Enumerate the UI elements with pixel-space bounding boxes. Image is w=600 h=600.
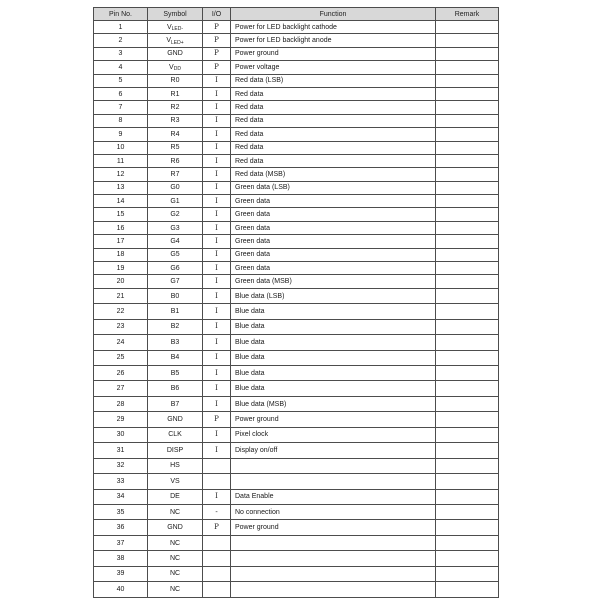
function-cell: Red data — [231, 128, 436, 141]
symbol-base: NC — [169, 585, 181, 593]
table-row — [94, 128, 499, 141]
remark-cell — [436, 458, 499, 473]
table-row — [94, 427, 499, 442]
function-cell — [231, 566, 436, 581]
table-row — [94, 154, 499, 167]
symbol-base: B3 — [170, 338, 180, 346]
pin-cell: 10 — [94, 141, 148, 154]
pin-cell: 23 — [94, 319, 148, 334]
remark-cell — [436, 262, 499, 275]
remark-cell — [436, 427, 499, 442]
function-cell: Blue data — [231, 335, 436, 350]
symbol-cell — [148, 74, 203, 87]
io-cell: I — [203, 74, 231, 87]
remark-cell — [436, 396, 499, 411]
table-header-row — [94, 8, 499, 21]
symbol-cell — [148, 396, 203, 411]
pin-cell: 33 — [94, 474, 148, 489]
io-cell: I — [203, 489, 231, 504]
io-cell — [203, 551, 231, 566]
remark-cell — [436, 21, 499, 34]
remark-cell — [436, 248, 499, 261]
table-row — [94, 114, 499, 127]
remark-cell — [436, 366, 499, 381]
symbol-cell — [148, 535, 203, 550]
symbol-cell — [148, 87, 203, 100]
symbol-base: DISP — [166, 446, 184, 454]
io-cell: I — [203, 427, 231, 442]
pin-cell: 20 — [94, 275, 148, 288]
pin-cell: 15 — [94, 208, 148, 221]
pin-cell: 5 — [94, 74, 148, 87]
remark-cell — [436, 443, 499, 458]
remark-cell — [436, 275, 499, 288]
remark-cell — [436, 520, 499, 535]
function-cell: Power ground — [231, 47, 436, 60]
pin-cell: 4 — [94, 61, 148, 74]
function-cell: Display on/off — [231, 443, 436, 458]
symbol-base: G7 — [170, 278, 180, 286]
table-row — [94, 262, 499, 275]
symbol-cell — [148, 114, 203, 127]
table-row — [94, 47, 499, 60]
function-cell: Green data — [231, 262, 436, 275]
io-cell: I — [203, 235, 231, 248]
symbol-base: B4 — [170, 354, 180, 362]
table-row — [94, 195, 499, 208]
symbol-cell — [148, 381, 203, 396]
table-row — [94, 248, 499, 261]
function-cell: Red data — [231, 141, 436, 154]
function-cell: Power ground — [231, 412, 436, 427]
symbol-base: G4 — [170, 237, 180, 245]
symbol-base: V — [169, 63, 174, 71]
table-row — [94, 235, 499, 248]
io-cell: I — [203, 168, 231, 181]
symbol-cell — [148, 208, 203, 221]
symbol-base: B6 — [170, 385, 180, 393]
symbol-base: R3 — [170, 117, 180, 125]
pin-cell: 1 — [94, 21, 148, 34]
io-cell — [203, 458, 231, 473]
function-cell: Red data (LSB) — [231, 74, 436, 87]
symbol-base: R7 — [170, 170, 180, 178]
remark-cell — [436, 335, 499, 350]
remark-cell — [436, 566, 499, 581]
table-row — [94, 101, 499, 114]
function-cell: Blue data — [231, 304, 436, 319]
io-cell: I — [203, 154, 231, 167]
table-row — [94, 381, 499, 396]
symbol-base: G1 — [170, 197, 180, 205]
symbol-cell — [148, 47, 203, 60]
pin-cell: 27 — [94, 381, 148, 396]
symbol-cell — [148, 275, 203, 288]
io-cell: I — [203, 141, 231, 154]
symbol-base: R6 — [170, 157, 180, 165]
table-row — [94, 474, 499, 489]
symbol-cell — [148, 335, 203, 350]
symbol-base: DE — [170, 493, 180, 501]
io-cell: I — [203, 288, 231, 303]
remark-cell — [436, 235, 499, 248]
symbol-cell — [148, 101, 203, 114]
function-cell: Red data — [231, 114, 436, 127]
pin-cell: 22 — [94, 304, 148, 319]
table-row — [94, 458, 499, 473]
io-cell: I — [203, 87, 231, 100]
remark-cell — [436, 168, 499, 181]
symbol-cell — [148, 520, 203, 535]
pin-cell: 29 — [94, 412, 148, 427]
function-cell: Blue data (MSB) — [231, 396, 436, 411]
pin-cell: 34 — [94, 489, 148, 504]
io-cell: - — [203, 504, 231, 519]
table-row — [94, 208, 499, 221]
symbol-cell — [148, 566, 203, 581]
symbol-cell — [148, 235, 203, 248]
symbol-base: NC — [169, 539, 181, 547]
function-cell: Green data — [231, 208, 436, 221]
table-row — [94, 61, 499, 74]
remark-cell — [436, 34, 499, 47]
io-cell: I — [203, 304, 231, 319]
io-cell: I — [203, 181, 231, 194]
symbol-cell — [148, 248, 203, 261]
remark-cell — [436, 304, 499, 319]
table-row — [94, 335, 499, 350]
remark-cell — [436, 474, 499, 489]
remark-cell — [436, 582, 499, 597]
table-row — [94, 74, 499, 87]
io-cell: I — [203, 114, 231, 127]
function-cell: Green data — [231, 248, 436, 261]
remark-cell — [436, 412, 499, 427]
function-cell — [231, 582, 436, 597]
symbol-cell — [148, 21, 203, 34]
function-cell — [231, 474, 436, 489]
table-row — [94, 412, 499, 427]
remark-cell — [436, 128, 499, 141]
table-row — [94, 396, 499, 411]
function-cell: Green data — [231, 221, 436, 234]
function-cell: Blue data — [231, 350, 436, 365]
remark-cell — [436, 181, 499, 194]
table-row — [94, 21, 499, 34]
pin-cell: 28 — [94, 396, 148, 411]
pin-cell: 24 — [94, 335, 148, 350]
function-cell: Red data — [231, 101, 436, 114]
symbol-cell — [148, 551, 203, 566]
table-row — [94, 489, 499, 504]
io-cell: P — [203, 61, 231, 74]
column-header-remark: Remark — [436, 8, 499, 21]
remark-cell — [436, 154, 499, 167]
function-cell: Red data — [231, 154, 436, 167]
table-row — [94, 551, 499, 566]
pin-cell: 3 — [94, 47, 148, 60]
table-row — [94, 288, 499, 303]
remark-cell — [436, 551, 499, 566]
pin-cell: 30 — [94, 427, 148, 442]
pin-cell: 2 — [94, 34, 148, 47]
io-cell: P — [203, 520, 231, 535]
symbol-base: G3 — [170, 224, 180, 232]
io-cell: I — [203, 396, 231, 411]
table-row — [94, 168, 499, 181]
symbol-subscript: DD — [173, 66, 181, 73]
table-row — [94, 535, 499, 550]
io-cell: I — [203, 350, 231, 365]
io-cell: I — [203, 262, 231, 275]
remark-cell — [436, 101, 499, 114]
symbol-cell — [148, 181, 203, 194]
symbol-cell — [148, 128, 203, 141]
table-row — [94, 275, 499, 288]
io-cell: P — [203, 21, 231, 34]
function-cell: Green data — [231, 195, 436, 208]
symbol-cell — [148, 443, 203, 458]
symbol-cell — [148, 474, 203, 489]
table-row — [94, 504, 499, 519]
symbol-base: GND — [167, 524, 183, 532]
symbol-cell — [148, 458, 203, 473]
table-row — [94, 520, 499, 535]
symbol-cell — [148, 427, 203, 442]
io-cell: P — [203, 47, 231, 60]
function-cell: Power for LED backlight anode — [231, 34, 436, 47]
pin-cell: 38 — [94, 551, 148, 566]
table-row — [94, 566, 499, 581]
symbol-cell — [148, 34, 203, 47]
pin-cell: 39 — [94, 566, 148, 581]
pin-cell: 7 — [94, 101, 148, 114]
function-cell — [231, 551, 436, 566]
pin-cell: 17 — [94, 235, 148, 248]
io-cell: P — [203, 34, 231, 47]
function-cell: Power for LED backlight cathode — [231, 21, 436, 34]
table-row — [94, 350, 499, 365]
function-cell: Green data (MSB) — [231, 275, 436, 288]
table-row — [94, 443, 499, 458]
io-cell: I — [203, 101, 231, 114]
pin-cell: 32 — [94, 458, 148, 473]
table-row — [94, 304, 499, 319]
symbol-base: G0 — [170, 184, 180, 192]
remark-cell — [436, 288, 499, 303]
symbol-base: NC — [169, 570, 181, 578]
symbol-base: B0 — [170, 292, 180, 300]
remark-cell — [436, 208, 499, 221]
symbol-cell — [148, 350, 203, 365]
remark-cell — [436, 47, 499, 60]
pin-cell: 25 — [94, 350, 148, 365]
symbol-cell — [148, 154, 203, 167]
symbol-base: VS — [170, 477, 180, 485]
function-cell: Pixel clock — [231, 427, 436, 442]
function-cell: No connection — [231, 504, 436, 519]
symbol-base: R4 — [170, 130, 180, 138]
symbol-cell — [148, 61, 203, 74]
column-header-function: Function — [231, 8, 436, 21]
symbol-base: R0 — [170, 77, 180, 85]
symbol-base: G2 — [170, 211, 180, 219]
pin-cell: 16 — [94, 221, 148, 234]
pin-cell: 36 — [94, 520, 148, 535]
table-row — [94, 181, 499, 194]
io-cell — [203, 582, 231, 597]
pin-cell: 18 — [94, 248, 148, 261]
symbol-base: B2 — [170, 323, 180, 331]
pin-cell: 37 — [94, 535, 148, 550]
symbol-base: V — [166, 37, 171, 45]
pin-assignment-table — [93, 7, 499, 598]
remark-cell — [436, 319, 499, 334]
remark-cell — [436, 141, 499, 154]
function-cell: Green data — [231, 235, 436, 248]
pin-cell: 19 — [94, 262, 148, 275]
pin-cell: 13 — [94, 181, 148, 194]
remark-cell — [436, 61, 499, 74]
column-header-io: I/O — [203, 8, 231, 21]
function-cell: Green data (LSB) — [231, 181, 436, 194]
symbol-base: R2 — [170, 104, 180, 112]
symbol-subscript: LED+ — [171, 39, 184, 46]
io-cell: I — [203, 275, 231, 288]
symbol-cell — [148, 141, 203, 154]
function-cell: Power voltage — [231, 61, 436, 74]
symbol-cell — [148, 582, 203, 597]
io-cell: I — [203, 195, 231, 208]
function-cell: Power ground — [231, 520, 436, 535]
remark-cell — [436, 381, 499, 396]
remark-cell — [436, 221, 499, 234]
symbol-base: HS — [170, 462, 180, 470]
pin-cell: 21 — [94, 288, 148, 303]
io-cell: I — [203, 366, 231, 381]
io-cell: I — [203, 248, 231, 261]
io-cell: P — [203, 412, 231, 427]
io-cell: I — [203, 381, 231, 396]
remark-cell — [436, 489, 499, 504]
symbol-base: G5 — [170, 251, 180, 259]
symbol-base: CLK — [168, 431, 182, 439]
pin-cell: 31 — [94, 443, 148, 458]
function-cell: Red data — [231, 87, 436, 100]
column-header-pin-no: Pin No. — [94, 8, 148, 21]
function-cell: Blue data (LSB) — [231, 288, 436, 303]
remark-cell — [436, 114, 499, 127]
symbol-base: NC — [169, 508, 181, 516]
pin-cell: 6 — [94, 87, 148, 100]
symbol-base: GND — [167, 416, 183, 424]
symbol-cell — [148, 319, 203, 334]
symbol-cell — [148, 366, 203, 381]
io-cell: I — [203, 443, 231, 458]
pin-cell: 8 — [94, 114, 148, 127]
pin-cell: 9 — [94, 128, 148, 141]
symbol-base: GND — [167, 50, 183, 58]
pin-cell: 14 — [94, 195, 148, 208]
table-body — [94, 21, 499, 598]
table-row — [94, 221, 499, 234]
symbol-base: R1 — [170, 90, 180, 98]
symbol-cell — [148, 504, 203, 519]
io-cell: I — [203, 128, 231, 141]
symbol-base: B1 — [170, 307, 180, 315]
remark-cell — [436, 350, 499, 365]
function-cell: Blue data — [231, 366, 436, 381]
function-cell: Blue data — [231, 319, 436, 334]
symbol-base: B7 — [170, 400, 180, 408]
symbol-base: B5 — [170, 369, 180, 377]
table-row — [94, 141, 499, 154]
function-cell: Blue data — [231, 381, 436, 396]
pin-cell: 12 — [94, 168, 148, 181]
symbol-cell — [148, 489, 203, 504]
pin-cell: 11 — [94, 154, 148, 167]
io-cell: I — [203, 335, 231, 350]
table-row — [94, 319, 499, 334]
function-cell: Red data (MSB) — [231, 168, 436, 181]
symbol-cell — [148, 221, 203, 234]
symbol-cell — [148, 195, 203, 208]
table-row — [94, 34, 499, 47]
symbol-base: V — [166, 23, 172, 31]
symbol-cell — [148, 262, 203, 275]
remark-cell — [436, 87, 499, 100]
io-cell — [203, 566, 231, 581]
io-cell: I — [203, 221, 231, 234]
io-cell — [203, 474, 231, 489]
symbol-subscript: LED- — [171, 26, 184, 33]
remark-cell — [436, 504, 499, 519]
pin-cell: 26 — [94, 366, 148, 381]
table-row — [94, 87, 499, 100]
symbol-cell — [148, 168, 203, 181]
symbol-cell — [148, 412, 203, 427]
symbol-base: G6 — [170, 264, 180, 272]
remark-cell — [436, 535, 499, 550]
function-cell: Data Enable — [231, 489, 436, 504]
symbol-base: NC — [169, 554, 181, 562]
io-cell: I — [203, 208, 231, 221]
table-row — [94, 366, 499, 381]
symbol-cell — [148, 288, 203, 303]
pin-cell: 40 — [94, 582, 148, 597]
function-cell — [231, 535, 436, 550]
column-header-symbol: Symbol — [148, 8, 203, 21]
pin-cell: 35 — [94, 504, 148, 519]
symbol-cell — [148, 304, 203, 319]
io-cell: I — [203, 319, 231, 334]
table-row — [94, 582, 499, 597]
remark-cell — [436, 74, 499, 87]
remark-cell — [436, 195, 499, 208]
symbol-base: R5 — [170, 144, 180, 152]
io-cell — [203, 535, 231, 550]
function-cell — [231, 458, 436, 473]
